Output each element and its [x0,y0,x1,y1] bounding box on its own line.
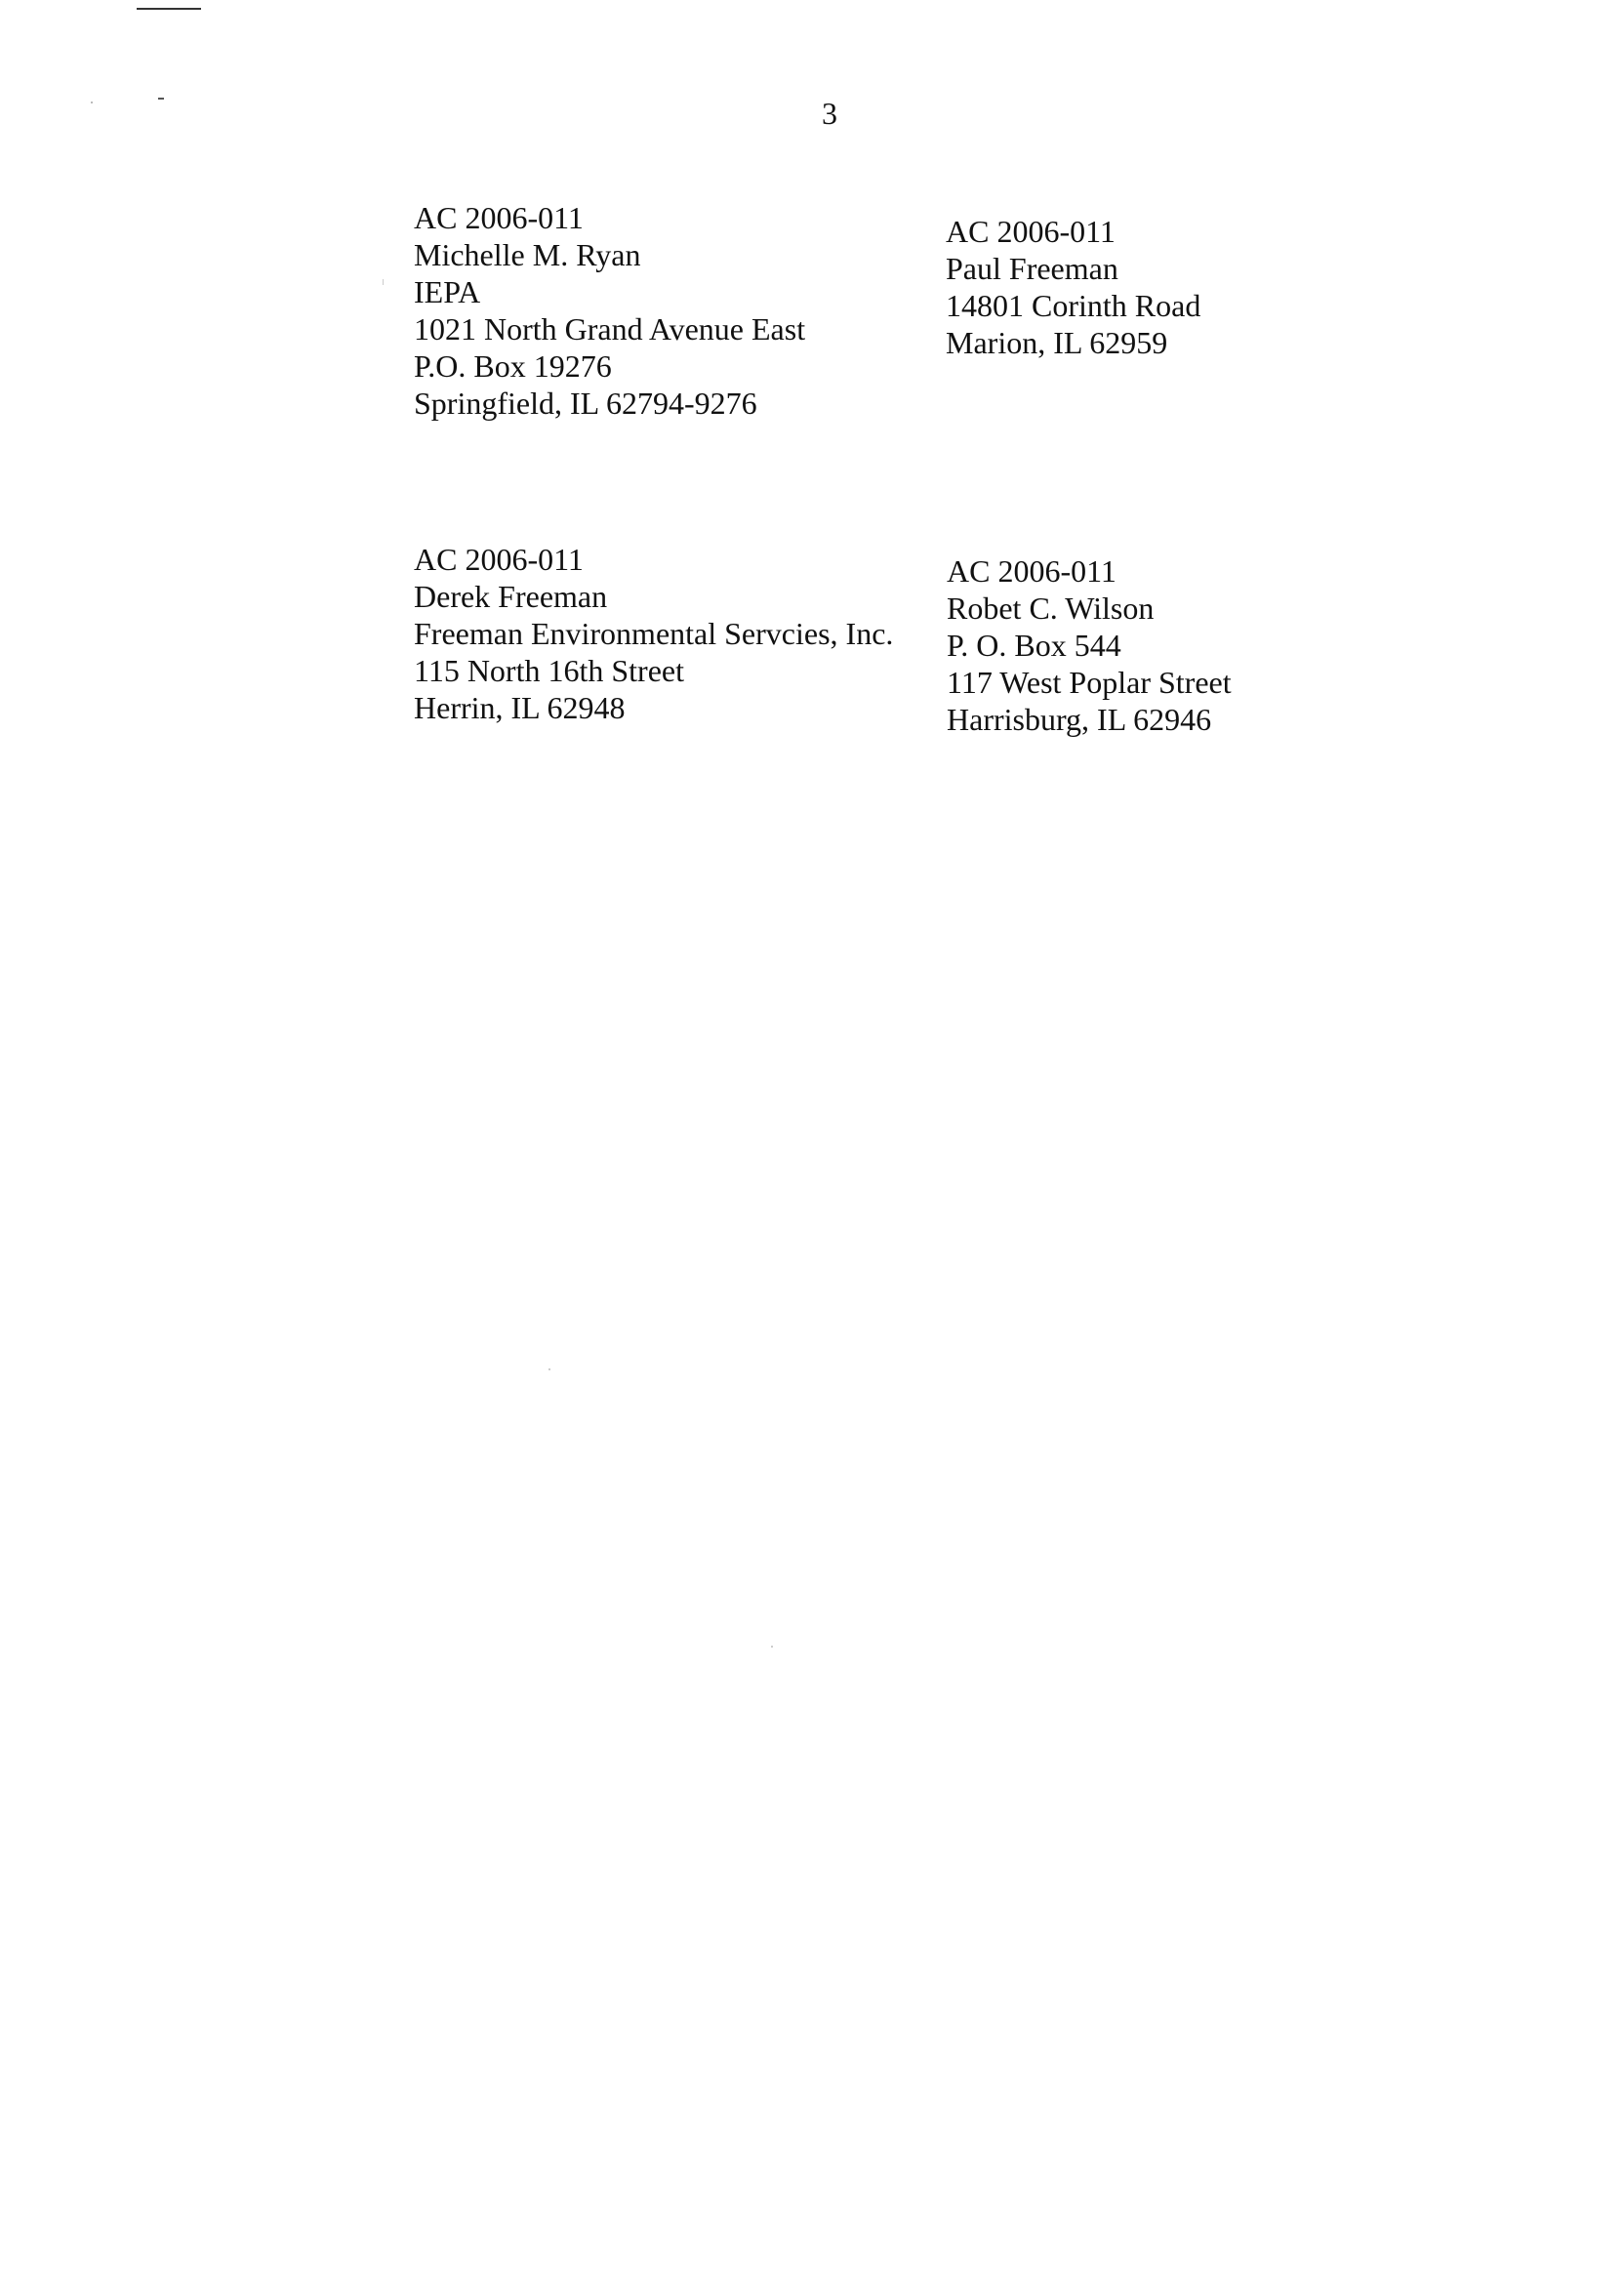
scan-artifact-speck [383,279,384,285]
page-number: 3 [822,96,837,131]
case-number: AC 2006-011 [946,214,1116,249]
street-address: 14801 Corinth Road [946,288,1201,323]
address-block-michelle-ryan [414,199,805,422]
recipient-name: Michelle M. Ryan [414,237,641,272]
scan-artifact-mark [158,98,164,100]
city-state-zip: Marion, IL 62959 [946,325,1168,360]
street-address: 115 North 16th Street [414,653,684,688]
organization: Freeman Environmental Servcies, Inc. [414,616,894,651]
case-number: AC 2006-011 [414,542,584,577]
po-box: P.O. Box 19276 [414,348,612,384]
recipient-name: Paul Freeman [946,251,1118,286]
scan-artifact-speck [548,1368,550,1370]
scan-artifact-speck [771,1646,773,1648]
recipient-name: Derek Freeman [414,579,608,614]
address-block-derek-freeman [414,541,893,726]
street-address: 1021 North Grand Avenue East [414,311,806,346]
po-box: P. O. Box 544 [947,628,1121,663]
city-state-zip: Harrisburg, IL 62946 [947,702,1212,737]
address-block-robet-wilson [947,552,1232,738]
scan-artifact-line [137,8,201,10]
case-number: AC 2006-011 [414,200,584,235]
address-block-paul-freeman [946,213,1200,361]
street-address: 117 West Poplar Street [947,665,1232,700]
organization: IEPA [414,274,481,309]
case-number: AC 2006-011 [947,553,1116,589]
scan-artifact-speck [91,102,93,103]
recipient-name: Robet C. Wilson [947,591,1155,626]
city-state-zip: Herrin, IL 62948 [414,690,626,725]
city-state-zip: Springfield, IL 62794-9276 [414,386,757,421]
